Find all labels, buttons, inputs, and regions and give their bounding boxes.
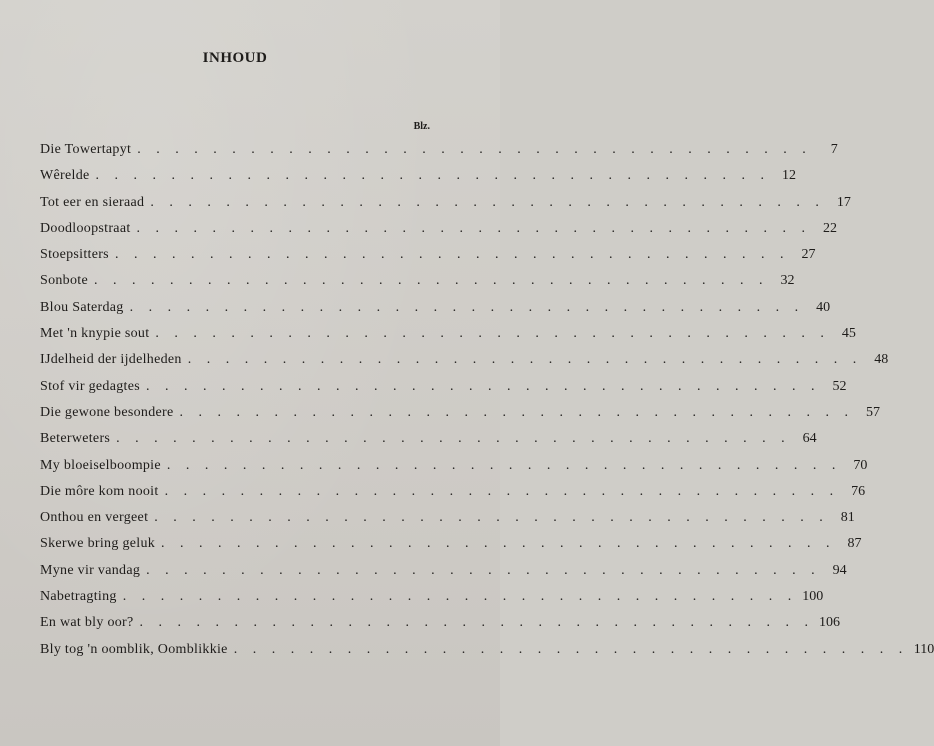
- toc-entry-title: Doodloopstraat: [40, 220, 131, 236]
- toc-entry-title: Tot eer en sieraad: [40, 194, 145, 210]
- toc-entry-title: Stoepsitters: [40, 247, 109, 263]
- dot-leader: . . . . . . . . . . . . . . . . . . . . . . . . . . . . . . . . . . . .: [187, 352, 863, 368]
- toc-entry: [40, 558, 847, 584]
- toc-entry: [40, 505, 855, 531]
- toc-entry-title: Onthou en vergeet: [40, 510, 149, 526]
- toc-entry: [40, 242, 816, 268]
- toc-entry: [40, 400, 881, 426]
- toc-entry-page: 27: [801, 247, 816, 263]
- toc-entry-page: 64: [802, 431, 817, 447]
- dot-leader: . . . . . . . . . . . . . . . . . . . . . . . . . . . . . . . . . . . .: [122, 589, 798, 605]
- dot-leader: . . . . . . . . . . . . . . . . . . . . . . . . . . . . . . . . . . . .: [161, 536, 836, 552]
- toc-entry: [40, 216, 838, 242]
- toc-entry: [40, 321, 856, 347]
- dot-leader: . . . . . . . . . . . . . . . . . . . . . . . . . . . . . . . . . . . .: [145, 378, 821, 394]
- dot-leader: . . . . . . . . . . . . . . . . . . . . . . . . . . . . . . . . . . . .: [233, 641, 909, 657]
- dot-leader: . . . . . . . . . . . . . . . . . . . . . . . . . . . . . . . . . . . .: [137, 142, 812, 157]
- toc-entry-title: Die môre kom nooit: [40, 483, 159, 499]
- toc-entry-title: My bloeiselboompie: [40, 457, 161, 473]
- dot-leader: . . . . . . . . . . . . . . . . . . . . . . . . . . . . . . . . . . . .: [114, 247, 790, 263]
- toc-entry: [40, 137, 838, 163]
- toc-entry: [40, 637, 934, 663]
- page-title: INHOUD: [202, 50, 268, 66]
- dot-leader: . . . . . . . . . . . . . . . . . . . . . . . . . . . . . . . . . . . .: [155, 326, 830, 342]
- toc-entry-page: 94: [832, 562, 847, 578]
- toc-entry-page: 57: [866, 404, 881, 420]
- toc-entry: [40, 584, 824, 610]
- toc-entry-page: 76: [851, 483, 866, 499]
- toc-entry: [40, 453, 868, 479]
- table-of-contents: [40, 137, 934, 663]
- dot-leader: . . . . . . . . . . . . . . . . . . . . . . . . . . . . . . . . . . . .: [150, 194, 825, 210]
- toc-entry-page: 100: [802, 589, 824, 605]
- dot-leader: . . . . . . . . . . . . . . . . . . . . . . . . . . . . . . . . . . . .: [166, 457, 842, 473]
- toc-entry-page: 48: [874, 352, 889, 368]
- dot-leader: . . . . . . . . . . . . . . . . . . . . . . . . . . . . . . . . . . . .: [179, 404, 855, 420]
- toc-entry-page: 7: [830, 142, 838, 157]
- toc-entry-title: Skerwe bring geluk: [40, 536, 156, 552]
- toc-entry-page: 81: [840, 510, 855, 526]
- toc-entry-title: Blou Saterdag: [40, 299, 124, 315]
- toc-entry-title: Sonbote: [40, 273, 88, 289]
- dot-leader: . . . . . . . . . . . . . . . . . . . . . . . . . . . . . . . . . . . .: [154, 510, 829, 526]
- dot-leader: . . . . . . . . . . . . . . . . . . . . . . . . . . . . . . . . . . . .: [116, 431, 791, 447]
- toc-entry-title: Nabetragting: [40, 589, 117, 605]
- dot-leader: . . . . . . . . . . . . . . . . . . . . . . . . . . . . . . . . . . . .: [94, 273, 769, 289]
- toc-entry-page: 106: [819, 615, 841, 631]
- toc-entry: [40, 610, 841, 636]
- toc-entry-title: IJdelheid der ijdelheden: [40, 352, 182, 368]
- toc-entry-title: Die gewone besondere: [40, 404, 174, 420]
- dot-leader: . . . . . . . . . . . . . . . . . . . . . . . . . . . . . . . . . . . .: [164, 483, 840, 499]
- toc-entry: [40, 295, 831, 321]
- toc-entry-page: 52: [832, 378, 847, 394]
- page-column-label: Blz.: [413, 121, 430, 132]
- dot-leader: . . . . . . . . . . . . . . . . . . . . . . . . . . . . . . . . . . . .: [95, 168, 771, 184]
- toc-entry-page: 22: [823, 220, 838, 236]
- toc-entry: [40, 479, 866, 505]
- toc-entry-title: Bly tog 'n oomblik, Oomblikkie: [40, 641, 228, 657]
- toc-entry-page: 12: [782, 168, 797, 184]
- toc-entry-page: 32: [780, 273, 795, 289]
- toc-entry-page: 70: [853, 457, 868, 473]
- toc-entry-title: En wat bly oor?: [40, 615, 134, 631]
- toc-entry: [40, 347, 889, 373]
- toc-entry-title: Met 'n knypie sout: [40, 326, 150, 342]
- toc-entry: [40, 374, 847, 400]
- toc-entry-page: 45: [841, 326, 856, 342]
- toc-entry-title: Beterweters: [40, 431, 111, 447]
- toc-entry: [40, 268, 795, 294]
- dot-leader: . . . . . . . . . . . . . . . . . . . . . . . . . . . . . . . . . . . .: [136, 220, 812, 236]
- toc-entry-title: Wêrelde: [40, 168, 90, 184]
- toc-entry-page: 40: [816, 299, 831, 315]
- toc-entry-page: 87: [847, 536, 862, 552]
- toc-entry: [40, 163, 797, 189]
- toc-entry-title: Die Towertapyt: [40, 142, 132, 157]
- dot-leader: . . . . . . . . . . . . . . . . . . . . . . . . . . . . . . . . . . . .: [139, 615, 815, 631]
- toc-entry-page: 110: [913, 641, 934, 657]
- toc-entry-title: Myne vir vandag: [40, 562, 141, 578]
- toc-entry: [40, 426, 817, 452]
- toc-entry: [40, 190, 851, 216]
- dot-leader: . . . . . . . . . . . . . . . . . . . . . . . . . . . . . . . . . . . .: [146, 562, 821, 578]
- toc-entry-page: 17: [836, 194, 851, 210]
- toc-entry-title: Stof vir gedagtes: [40, 378, 140, 394]
- toc-entry: [40, 531, 862, 557]
- dot-leader: . . . . . . . . . . . . . . . . . . . . . . . . . . . . . . . . . . . .: [129, 299, 805, 315]
